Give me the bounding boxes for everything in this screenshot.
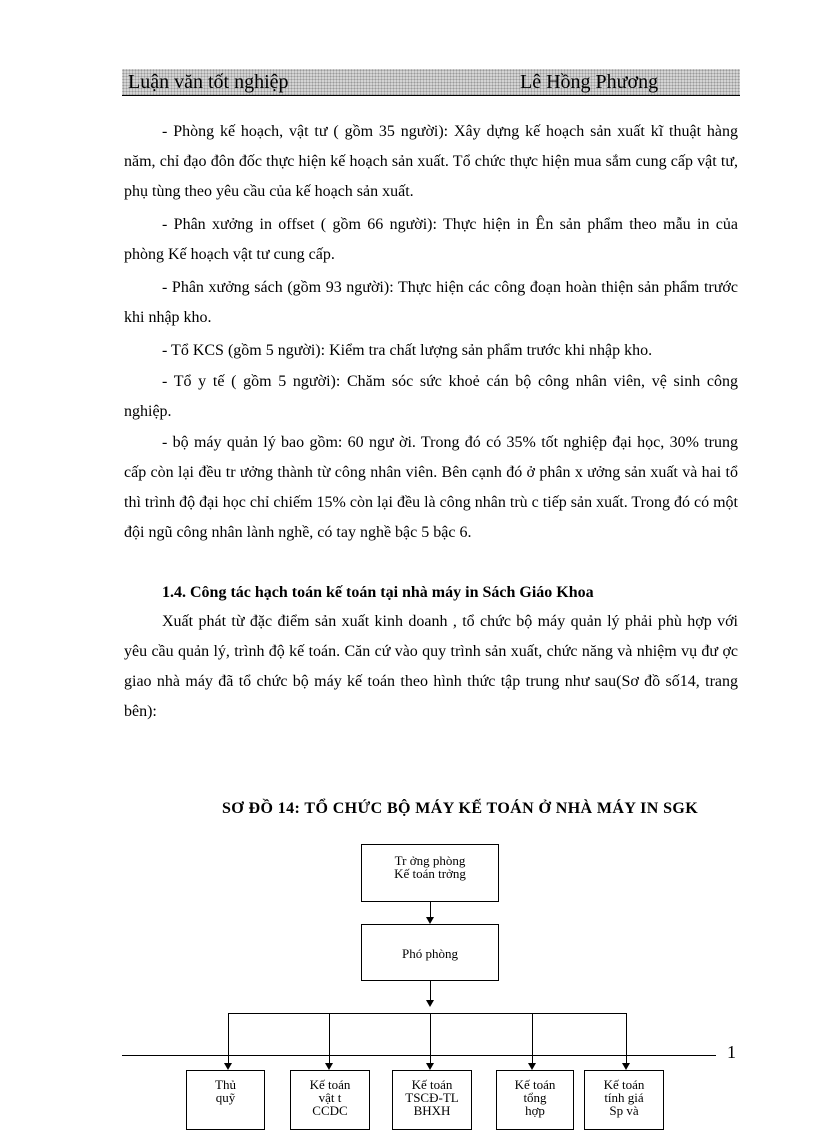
- chief-box-line-2: Kế toán trởng: [394, 866, 466, 881]
- box-line: Thủ: [215, 1077, 236, 1092]
- header-thesis-label: Luận văn tốt nghiệp: [128, 71, 289, 93]
- connector-line: [532, 1013, 533, 1064]
- arrow-down-icon: [426, 1063, 434, 1070]
- paragraph-offset-workshop: - Phân xưởng in offset ( gồm 66 người): Thực hiện in Ên sản phẩm theo mẫu in của phòng Kế hoạch vật tư cung cấp.: [124, 216, 738, 263]
- section-heading: 1.4. Công tác hạch toán kế toán tại nhà máy in Sách Giáo Khoa: [162, 584, 594, 601]
- deputy-box-label: Phó phòng: [402, 946, 458, 961]
- box-line: hợp: [525, 1103, 545, 1118]
- arrow-down-icon: [622, 1063, 630, 1070]
- deputy-head-box: [361, 924, 499, 981]
- paragraph-medical-team: - Tổ y tế ( gồm 5 người): Chăm sóc sức khoẻ cán bộ công nhân viên, vệ sinh công nghiệp.: [124, 373, 738, 420]
- connector-line: [430, 1013, 431, 1064]
- running-header: [122, 69, 740, 96]
- box-line: Kế toán: [514, 1077, 556, 1092]
- arrow-down-icon: [426, 1000, 434, 1007]
- connector-line: [626, 1013, 627, 1064]
- box-line: tính giá: [604, 1090, 644, 1105]
- diagram-title: SƠ ĐỒ 14: TỔ CHỨC BỘ MÁY KẾ TOÁN Ở NHÀ MÁY IN SGK: [222, 800, 699, 817]
- box-line: TSCĐ-TL: [405, 1090, 459, 1105]
- box-line: Kế toán: [309, 1077, 351, 1092]
- general-accountant-box: [496, 1070, 574, 1130]
- arrow-down-icon: [224, 1063, 232, 1070]
- box-line: CCDC: [312, 1103, 348, 1118]
- connector-line: [329, 1013, 330, 1064]
- costing-accountant-box: [584, 1070, 664, 1130]
- paragraph-book-workshop: - Phân xưởng sách (gồm 93 người): Thực hiện các công đoạn hoàn thiện sản phẩm trước khi nhập kho.: [124, 279, 738, 326]
- footer-rule: [122, 1055, 716, 1056]
- paragraph-planning-dept: - Phòng kế hoạch, vật tư ( gồm 35 người): Xây dựng kế hoạch sản xuất kĩ thuật hàng năm, chỉ đạo đôn đốc thực hiện kế hoạch sản xuất. Tổ chức thực hiện mua sắm cung cấp vật tư, phụ tùng theo yêu cầu của kế hoạch sản xuất.: [124, 123, 738, 200]
- paragraph-management: - bộ máy quản lý bao gồm: 60 ngư ời. Trong đó có 35% tốt nghiệp đại học, 30% trung cấp còn lại đều tr ưởng thành từ công nhân viên. Bên cạnh đó ở phân x ưởng sản xuất và hai tổ thì trình độ đại học chỉ chiếm 15% còn lại đều là công nhân trù c tiếp sản xuất. Trong đó có một đội ngũ công nhân lành nghề, có tay nghề bậc 5 bậc 6.: [124, 434, 738, 541]
- chief-box-line-1: Tr ởng phòng: [394, 853, 466, 868]
- connector-line: [228, 1013, 229, 1064]
- box-line: quỹ: [215, 1090, 236, 1105]
- arrow-down-icon: [528, 1063, 536, 1070]
- connector-line: [430, 902, 431, 918]
- box-line: Kế toán: [411, 1077, 453, 1092]
- box-line: tổng: [523, 1090, 547, 1105]
- box-line: vật t: [318, 1090, 342, 1105]
- chief-accountant-box: [361, 844, 499, 902]
- arrow-down-icon: [426, 917, 434, 924]
- cashier-box: [186, 1070, 265, 1130]
- arrow-down-icon: [325, 1063, 333, 1070]
- header-author-name: Lê Hồng Phương: [520, 71, 659, 93]
- page-number: 1: [727, 1042, 736, 1062]
- branch-line: [228, 1013, 626, 1014]
- box-line: Kế toán: [603, 1077, 645, 1092]
- box-line: BHXH: [413, 1103, 451, 1118]
- section-paragraph: Xuất phát từ đặc điểm sản xuất kinh doanh , tổ chức bộ máy quản lý phải phù hợp với yêu cầu quản lý, trình độ kế toán. Căn cứ vào quy trình sản xuất, chức năng và nhiệm vụ đư ợc giao nhà máy đã tổ chức bộ máy kế toán theo hình thức tập trung như sau(Sơ đồ số14, trang bên):: [124, 613, 738, 720]
- paragraph-kcs-team: - Tổ KCS (gồm 5 người): Kiểm tra chất lượng sản phẩm trước khi nhập kho.: [162, 342, 653, 359]
- materials-accountant-box: [290, 1070, 370, 1130]
- fixed-assets-accountant-box: [392, 1070, 472, 1130]
- box-line: Sp và: [609, 1103, 639, 1118]
